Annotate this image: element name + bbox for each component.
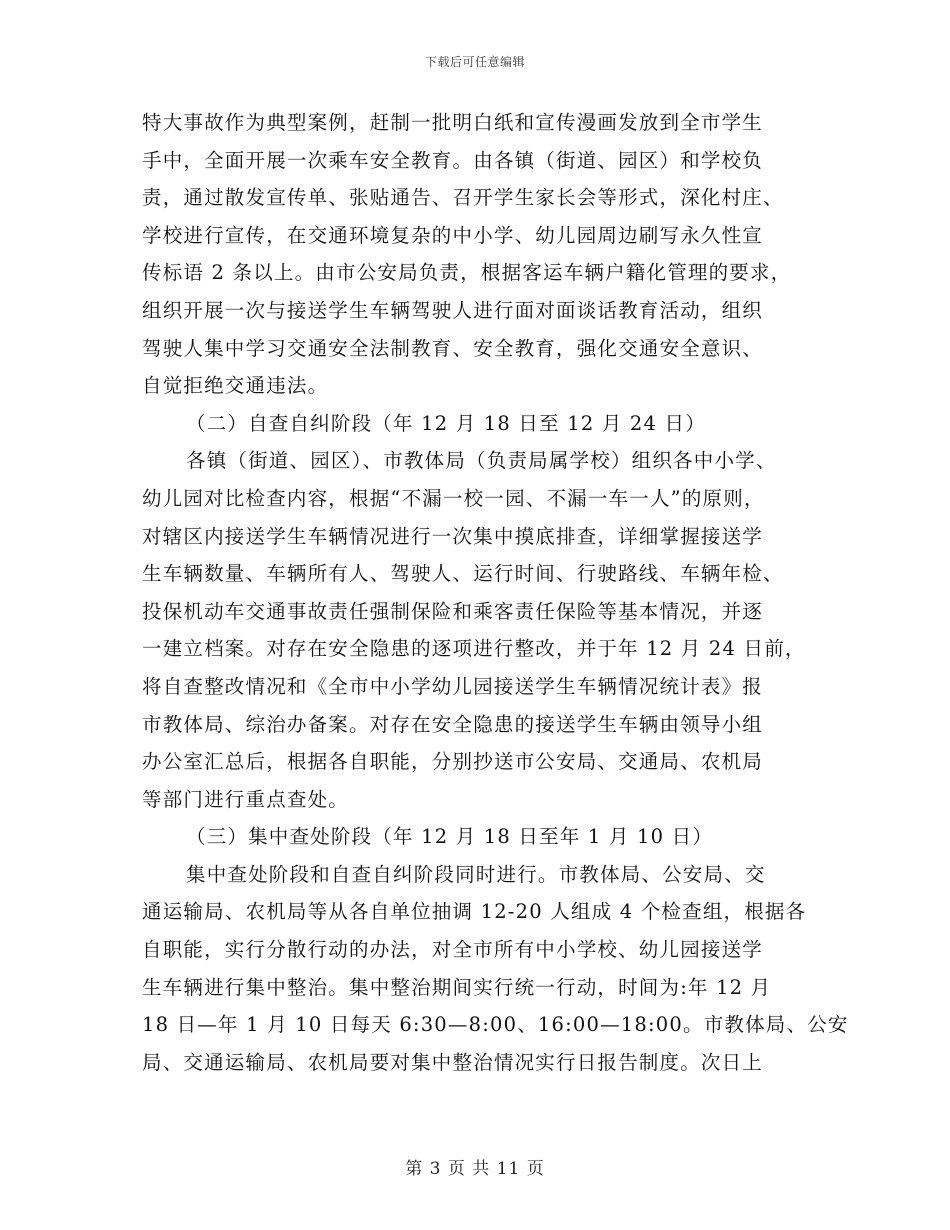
- body-line: 驾驶人集中学习交通安全法制教育、安全教育，强化交通安全意识、: [142, 336, 764, 360]
- body-line: 自觉拒绝交通违法。: [142, 374, 329, 398]
- page-footer: 第 3 页 共 11 页: [405, 1159, 545, 1179]
- section-heading: （三）集中查处阶段（年 12 月 18 日至年 1 月 10 日）: [186, 825, 714, 849]
- body-line: 市教体局、综治办备案。对存在安全隐患的接送学生车辆由领导小组: [142, 712, 764, 736]
- document-body: [142, 104, 849, 1081]
- body-line: 对辖区内接送学生车辆情况进行一次集中摸底排查，详细掌握接送学: [142, 524, 764, 548]
- page-header: 下载后可任意编辑: [424, 55, 525, 69]
- body-line: 生车辆进行集中整治。集中整治期间实行统一行动，时间为:年 12 月: [142, 975, 772, 999]
- body-line: 学校进行宣传，在交通环境复杂的中小学、幼儿园周边刷写永久性宣: [142, 223, 764, 247]
- body-line: 将自查整改情况和《全市中小学幼儿园接送学生车辆情况统计表》报: [142, 674, 764, 698]
- paragraph-first-line: 各镇（街道、园区）、市教体局（负责局属学校）组织各中小学、: [186, 449, 777, 473]
- body-line: 特大事故作为典型案例，赶制一批明白纸和宣传漫画发放到全市学生: [142, 111, 764, 134]
- body-line: 办公室汇总后，根据各自职能，分别抄送市公安局、交通局、农机局: [142, 750, 764, 774]
- body-line: 幼儿园对比检查内容，根据“不漏一校一园、不漏一车一人”的原则，: [142, 486, 765, 510]
- body-line: 传标语 2 条以上。由市公安局负责，根据客运车辆户籍化管理的要求，: [142, 261, 792, 285]
- body-line: 等部门进行重点查处。: [142, 787, 350, 811]
- paragraph-first-line: 集中查处阶段和自查自纠阶段同时进行。市教体局、公安局、交: [186, 862, 766, 886]
- body-line: 责，通过散发宣传单、张贴通告、召开学生家长会等形式，深化村庄、: [142, 186, 784, 210]
- body-line: 组织开展一次与接送学生车辆驾驶人进行面对面谈话教育活动，组织: [142, 298, 764, 322]
- body-line: 自职能，实行分散行动的办法，对全市所有中小学校、幼儿园接送学: [142, 938, 764, 962]
- section-heading: （二）自查自纠阶段（年 12 月 18 日至 12 月 24 日）: [186, 411, 706, 435]
- body-line: 通运输局、农机局等从各自单位抽调 12-20 人组成 4 个检查组，根据各: [142, 900, 807, 924]
- body-line: 局、交通运输局、农机局要对集中整治情况实行日报告制度。次日上: [142, 1050, 764, 1074]
- body-line: 投保机动车交通事故责任强制保险和乘客责任保险等基本情况，并逐: [142, 599, 764, 623]
- body-line: 手中，全面开展一次乘车安全教育。由各镇（街道、园区）和学校负: [142, 148, 764, 172]
- body-line: 一建立档案。对存在安全隐患的逐项进行整改，并于年 12 月 24 日前，: [142, 637, 806, 661]
- body-line: 18 日—年 1 月 10 日每天 6:30—8:00、16:00—18:00。市教体局、公安: [142, 1013, 849, 1037]
- body-line: 生车辆数量、车辆所有人、驾驶人、运行时间、行驶路线、车辆年检、: [142, 562, 784, 586]
